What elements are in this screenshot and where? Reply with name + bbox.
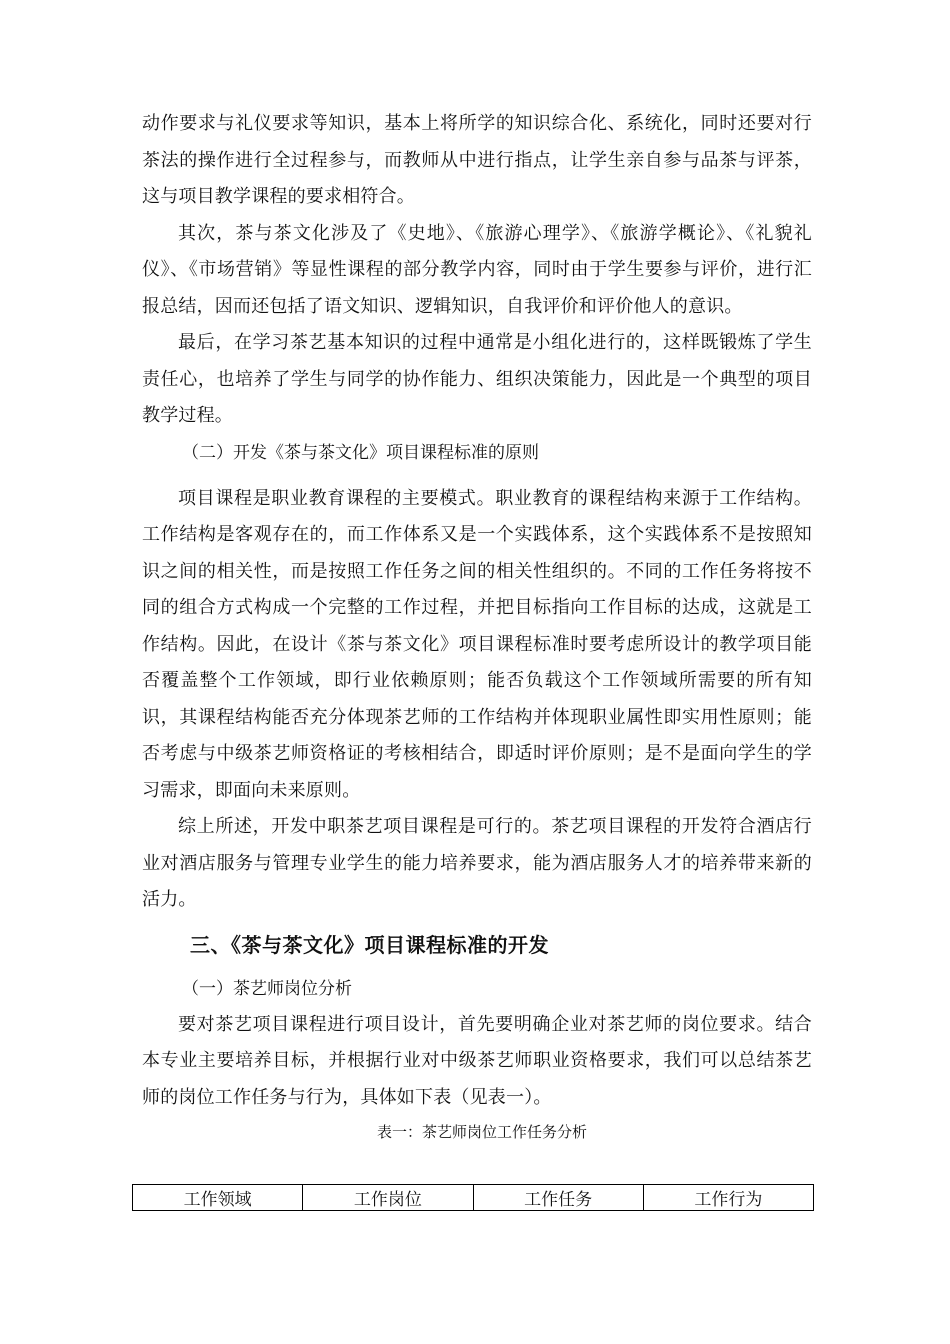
table-header-cell: 工作岗位 bbox=[303, 1185, 473, 1211]
body-paragraph: 其次，茶与茶文化涉及了《史地》、《旅游心理学》、《旅游学概论》、《礼貌礼仪》、《市场营销》等显性课程的部分教学内容，同时由于学生要参与评价，进行汇报总结，因而还包括了语文知识、逻辑知识，自我评价和评价他人的意识。 bbox=[142, 222, 812, 317]
table-header-cell: 工作行为 bbox=[643, 1185, 813, 1211]
task-analysis-table bbox=[132, 1184, 814, 1211]
table-header-row bbox=[133, 1185, 814, 1211]
subheading-job-analysis: （一）茶艺师岗位分析 bbox=[182, 978, 352, 999]
section-heading: 三、《茶与茶文化》项目课程标准的开发 bbox=[190, 932, 549, 957]
body-paragraph: 综上所述，开发中职茶艺项目课程是可行的。茶艺项目课程的开发符合酒店行业对酒店服务与管理专业学生的能力培养要求，能为酒店服务人才的培养带来新的活力。 bbox=[142, 816, 812, 910]
table-header-cell: 工作领域 bbox=[133, 1185, 303, 1211]
table-caption: 表一：茶艺师岗位工作任务分析 bbox=[376, 1123, 587, 1141]
body-paragraph: 动作要求与礼仪要求等知识，基本上将所学的知识综合化、系统化，同时还要对行茶法的操作进行全过程参与，而教师从中进行指点，让学生亲自参与品茶与评茶，这与项目教学课程的要求相符合。 bbox=[142, 113, 812, 207]
body-paragraph: 要对茶艺项目课程进行项目设计，首先要明确企业对茶艺师的岗位要求。结合本专业主要培养目标，并根据行业对中级茶艺师职业资格要求，我们可以总结茶艺师的岗位工作任务与行为，具体如下表（见表一）。 bbox=[142, 1013, 812, 1108]
table-header-cell: 工作任务 bbox=[473, 1185, 643, 1211]
document-page bbox=[142, 106, 812, 1148]
body-paragraph: 最后，在学习茶艺基本知识的过程中通常是小组化进行的，这样既锻炼了学生责任心，也培养了学生与同学的协作能力、组织决策能力，因此是一个典型的项目教学过程。 bbox=[142, 332, 812, 426]
subheading-principles: （二）开发《茶与茶文化》项目课程标准的原则 bbox=[182, 442, 539, 463]
body-paragraph: 项目课程是职业教育课程的主要模式。职业教育的课程结构来源于工作结构。工作结构是客观存在的，而工作体系又是一个实践体系，这个实践体系不是按照知识之间的相关性，而是按照工作任务之间的相关性组织的。不同的工作任务将按不同的组合方式构成一个完整的工作过程，并把目标指向工作目标的达成，这就是工作结构。因此，在设计《茶与茶文化》项目课程标准时要考虑所设计的教学项目能否覆盖整个工作领域，即行业依赖原则；能否负载这个工作领域所需要的所有知识，其课程结构能否充分体现茶艺师的工作结构并体现职业属性即实用性原则；能否考虑与中级茶艺师资格证的考核相结合，即适时评价原则；是不是面向学生的学习需求，即面向未来原则。 bbox=[142, 487, 812, 801]
